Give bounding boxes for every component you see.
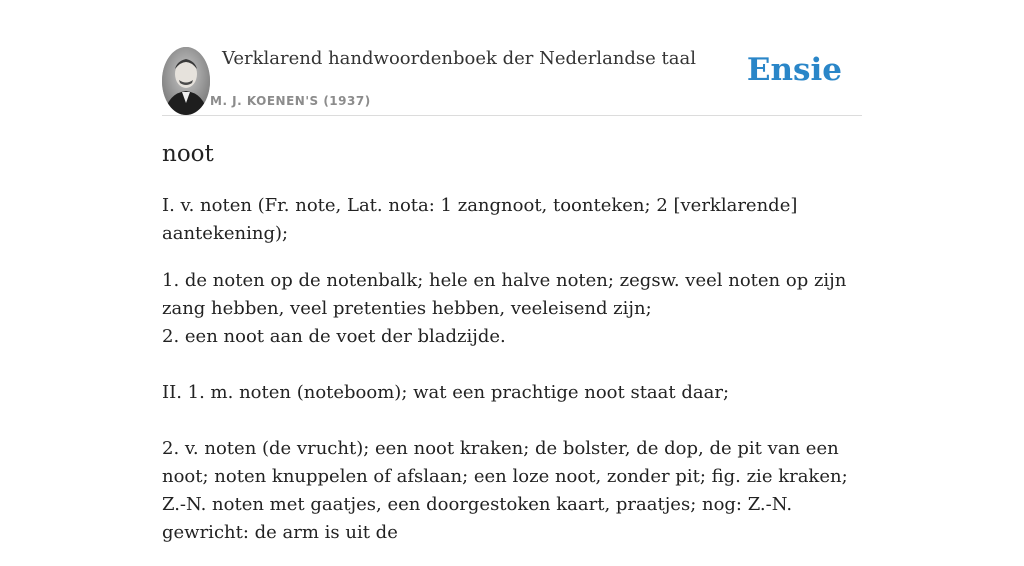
author-portrait — [162, 47, 210, 115]
entry-definition — [162, 192, 862, 566]
book-title: Verklarend handwoordenboek der Nederlandse taal — [222, 48, 696, 69]
entry-headword: noot — [162, 141, 214, 167]
ensie-logo-link[interactable]: Ensie — [746, 52, 842, 88]
book-author: M. J. KOENEN'S (1937) — [210, 94, 371, 108]
definition-line: II. 1. m. noten (noteboom); wat een prachtige noot staat daar; — [162, 382, 730, 403]
definition-line: 1. de noten op de notenbalk; hele en halve noten; zegsw. veel noten op zijn zang hebben, veel pretenties hebben, veeleisend zijn; — [162, 270, 847, 319]
definition-line: 2. een noot aan de voet der bladzijde. — [162, 326, 506, 347]
dictionary-header — [162, 46, 862, 116]
definition-paragraph: I. v. noten (Fr. note, Lat. nota: 1 zangnoot, toonteken; 2 [verklarende] aantekening); — [162, 195, 798, 244]
definition-line: 2. v. noten (de vrucht); een noot kraken; de bolster, de dop, de pit van een noot; noten knuppelen of afslaan; een loze noot, zonder pit; fig. zie kraken; Z.-N. noten met gaatjes, een doorgestoken kaart, praatjes; nog: Z.-N. gewricht: de arm is uit de — [162, 438, 848, 543]
definition-paragraph — [162, 267, 862, 547]
